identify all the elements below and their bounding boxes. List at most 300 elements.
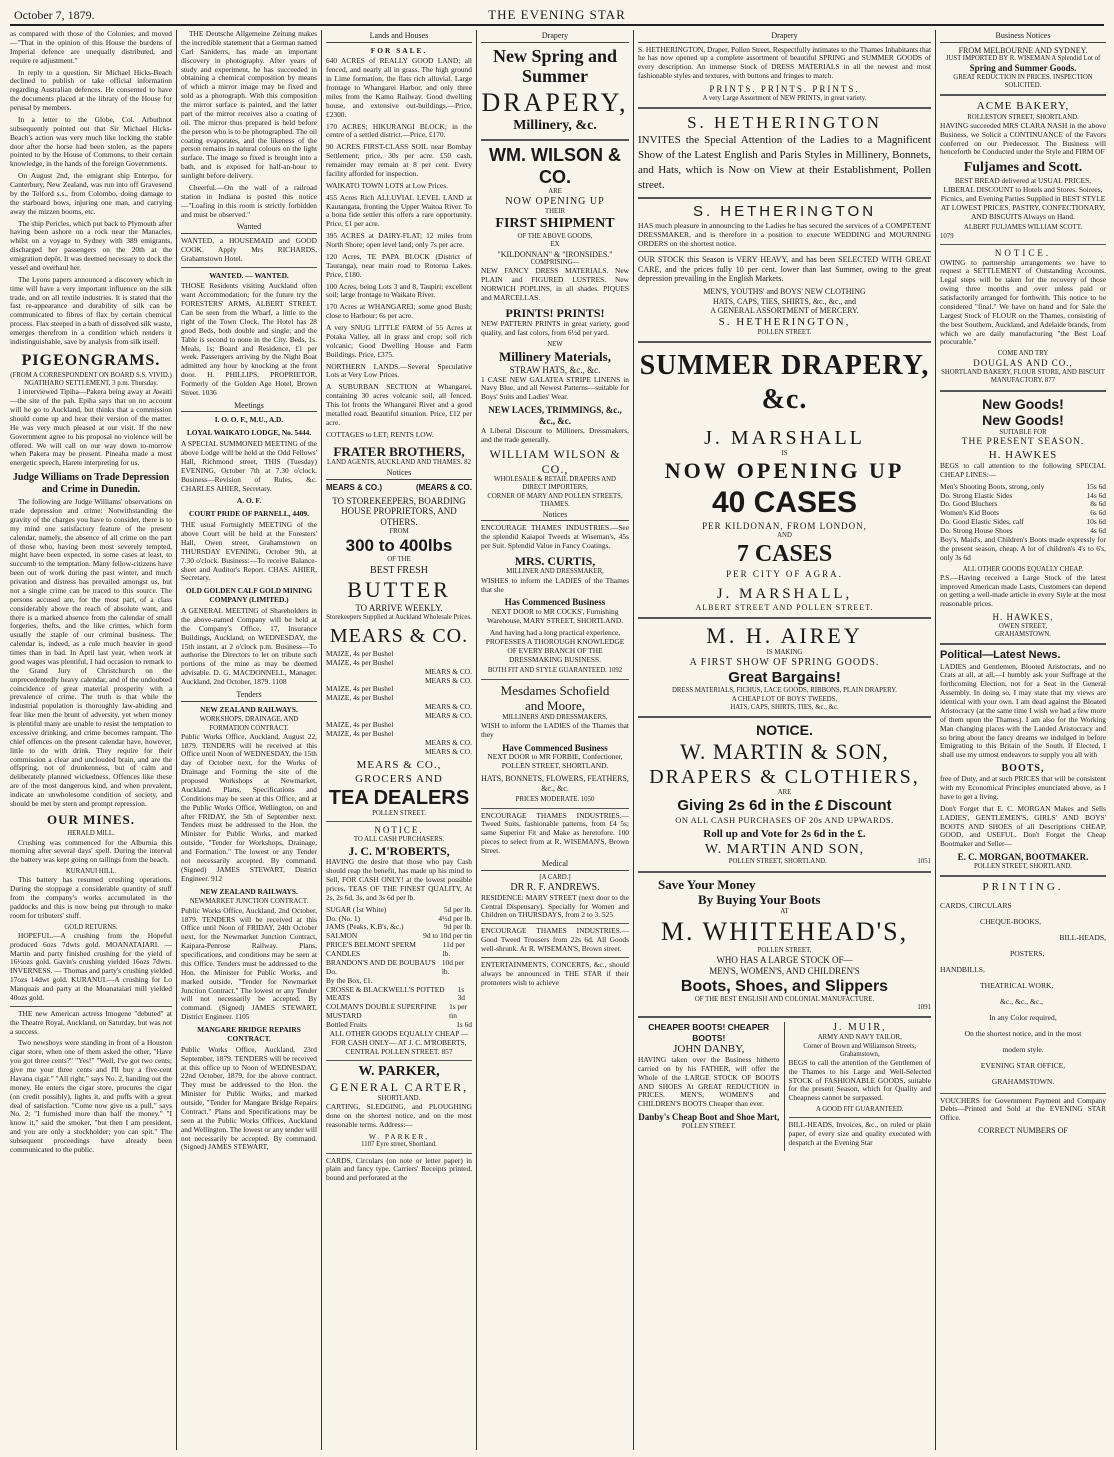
bargains-heading: Great Bargains!: [728, 669, 841, 687]
subheading: KURANUI HILL.: [65, 868, 117, 876]
hetherington-name: S. HETHERINGTON,: [718, 315, 851, 328]
advert-text: POLLEN STREET, SHORTLAND.: [973, 862, 1073, 870]
advert-heading: Millinery Materials,: [499, 349, 611, 365]
advert-text: EVENING STAR OFFICE,: [980, 1060, 1066, 1070]
mears-grocers: MEARS & CO., GROCERS AND: [355, 759, 443, 785]
section-header-meetings: Meetings: [181, 401, 317, 413]
advert-text: NOW OPENING UP: [505, 196, 605, 208]
column-2: [176, 30, 321, 1450]
article-paragraph: Two newsboys were standing in front of a Houston cigar store, when one of them asked the other, "Have you got three cents?" "Yes!" "Well, I've got two cents; give me your three cents and I'll buy a five-cent Havana cigar." "All right," says No. 2, handing out the money. He enters the cigar store, procures the cigar (on credit possibly), lights it, and puffs with a great deal of satisfaction. "Come now give us a pull," says No. 2; "I furnished more than half the money." "I know it," said the smoker, "but then I am president, and you are only a stockholder; you can spit." The subsequent proceedings have already been communicated to the public.: [10, 1038, 172, 1154]
notice-heading: NOTICE.: [994, 247, 1052, 258]
advert-text: POSTERS,: [1010, 949, 1045, 959]
advert-text: Roll up and Vote for 2s 6d in the £.: [703, 828, 866, 841]
price-item: JAMS (Peaks, K.B's, &c.): [326, 922, 404, 932]
subheading: HERALD MILL.: [67, 830, 115, 838]
divider: [481, 957, 629, 958]
advert-heading: FOR SALE.: [370, 45, 428, 55]
price-item: SUGAR (1st White): [326, 904, 387, 914]
advert-text: POLLEN STREET, SHORTLAND.: [728, 858, 827, 866]
land-lot-item: 170 ACRES; HIKURANGI BLOCK; in the centre of a settled district.—Price, £170.: [326, 121, 472, 140]
price-item: Do. Strong House Shoes: [940, 526, 1013, 536]
advert-subheading: WORKSHOPS, DRAINAGE, AND FORMATION CONTRACT.: [199, 716, 299, 732]
maize-line: MAIZE, 4s per Bushel: [326, 684, 394, 694]
advert-text: OF THE ABOVE GOODS,: [517, 233, 593, 241]
mears-heading: MEARS & CO.: [329, 624, 469, 647]
advert-text: CHEQUE-BOOKS,: [980, 917, 1041, 927]
section-header-notices: Notices: [326, 468, 472, 480]
advert-text: THEATRICAL WORK,: [980, 980, 1054, 990]
muir-advert: [785, 1022, 932, 1151]
price-value: 9d to 10d per tin: [423, 931, 472, 941]
advert-text: THEIR: [544, 208, 565, 216]
divider: [481, 679, 629, 680]
advert-text: BILL-HEADS,: [1059, 933, 1106, 943]
butter-heading: BUTTER: [347, 576, 451, 602]
advert-text: MILLINERS AND DRESSMAKERS,: [502, 713, 608, 721]
advert-text: HATS, BONNETS, FLOWERS, FEATHERS, &c., &c.: [481, 774, 629, 793]
advert-text: 1107 Eyre street, Shortland.: [361, 1141, 437, 1149]
advert-heading: NEW ZEALAND RAILWAYS.: [200, 704, 298, 714]
seven-cases-heading: 7 CASES: [736, 540, 833, 567]
advert-text: IS: [781, 450, 788, 458]
advert-text: ENCOURAGE THAMES INDUSTRIES.—Good Tweed Trousers from 22s 6d. All Goods well-shrunk. At R. WISEMAN'S, Brown street.: [481, 926, 629, 954]
article-paragraph: HOPEFUL.—A crushing from the Hopeful produced 6ozs 7dwts gold. MOANATAIARI. — Martin and party finished crushing for the yield of 16½ozs gold. Gavin's crushing yielded 16ozs 7dwts. INVERNESS. — Thomas and party's crushing yielded 17ozs 14dwt gold. KURANUI.—A crushing for Lo Manquais and party at the Moanataiari mill yielded 40ozs gold.: [10, 930, 172, 1002]
advert-text: BEST FRESH: [370, 564, 428, 576]
save-money-heading: Save Your Money: [658, 876, 756, 892]
maize-line: MEARS & CO.: [424, 666, 472, 676]
advert-text: CORNER OF MARY AND POLLEN STREETS, THAMES.: [487, 492, 623, 508]
marshall-heading: J. MARSHALL: [704, 427, 865, 450]
advert-heading: Have Commenced Business: [502, 742, 608, 753]
price-value: 8s 6d: [1090, 499, 1106, 509]
article-paragraph: Cheerful.—On the wall of a railroad station in Indiana is posted this notice—"Loafing in this room is strictly forbidden and must be observed.": [181, 182, 317, 219]
article-paragraph: I interviewed Tipiha—Pakera being away at Awaiti—the site of the pah. Epiha says that on no account will he go to Auckland, but thinks that a commission should come up and hear their version of the matter. He was very much pleased at our visit. If the new Government agree to his proposal no violence will be offered. We will call on our way down to-morrow when Pakera may be present. Pineaha made a most energetic speech, Harete interpreting for us.: [10, 387, 172, 468]
price-item: Do. (No. 1): [326, 913, 361, 923]
advert-text: WISHES to inform the LADIES of the Thames that she: [481, 575, 629, 594]
frater-brothers-sub: LAND AGENTS, AUCKLAND AND THAMES. 82: [327, 459, 471, 467]
new-goods-heading: New Goods!: [982, 395, 1064, 412]
advert-text: COME AND TRY: [997, 350, 1049, 358]
now-opening-heading: NOW OPENING UP: [664, 458, 905, 484]
maize-line: MAIZE, 4s per Bushel: [326, 693, 394, 703]
hetherington-heading: S. HETHERINGTON: [687, 113, 882, 133]
price-row: [326, 986, 472, 1004]
page-header: [0, 0, 1114, 30]
price-value: 5d per lb.: [443, 904, 472, 914]
price-value: 6s 6d: [1090, 508, 1106, 518]
advert-text: HATS, CAPS, SHIRTS, TIES, &c., &c.: [730, 703, 839, 711]
price-item: Do. Strong Elastic Sides: [940, 490, 1013, 500]
price-item: Men's Shooting Boots, strong, only: [940, 481, 1045, 491]
advert-text: DRESS MATERIALS, FICHUS, LACE GOODS, RIBBONS, PLAIN DRAPERY.: [672, 687, 897, 695]
divider: [940, 244, 1106, 245]
price-item: Do. Good Elastic Sides, calf: [940, 517, 1024, 527]
land-lot-item: 640 ACRES of REALLY GOOD LAND; all fenced, and nearly all in grass. The high ground in Lime formation, the flats rich alluvial. Large frontage to Whangarei Harbor, and only three miles from the Kamo Railway. Good dwelling house, and extensive out-buildings.—Price, £2300.: [326, 56, 472, 119]
advert-heading: NEW LACES, TRIMMINGS, &c., &c., &c.: [488, 405, 622, 426]
advert-text: SHORTLAND BAKERY, FLOUR STORE, AND BISCUIT MANUFACTORY. 877: [941, 369, 1105, 385]
price-list: [326, 906, 472, 1030]
maize-line: MEARS & CO.: [424, 702, 472, 712]
advert-number: 1079: [940, 232, 954, 240]
advert-text: ALBERT STREET AND POLLEN STREET.: [695, 603, 874, 613]
notice-heading: NOTICE.: [756, 721, 813, 738]
advert-text: GRAHAMSTOWN.: [995, 631, 1051, 639]
advert-text: Public Works Office, Auckland, 2nd October, 1879. TENDERS will be received at this Office until Noon of FRIDAY, 24th October next, for the Newmarket Junction Contract, Kaipara-Penrose Railway. Plans, specifications, and conditions may be seen at this Office. Tenders must be addressed to the Hon. the Minister for Public Works, and marked outside, "Tender for Newmarket Junction Contract." The lowest or any Tender will not necessarily be accepted. By command. (Signed) JAMES STEWART, District Engineer. 1105: [181, 905, 317, 1022]
maize-line: MAIZE, 4s per Bushel: [326, 648, 394, 658]
advert-text: GREAT REDUCTION IN PRICES. INSPECTION SOLICITED.: [953, 74, 1093, 90]
article-paragraph: The ship Pericles, which put back to Plymouth after having been ashore on a rock near the Manacles, whilst on a voyage to Sydney with 389 emigrants, discharged her passengers on the 20th at the emigration depôt. It was deemed necessary to dock the vessel and overhaul her.: [10, 218, 172, 272]
advert-text: SHORTLAND.: [377, 1094, 421, 1102]
advert-heading: WANTED. — WANTED.: [209, 270, 289, 280]
article-paragraph: In a letter to the Globe, Col. Arbuthnot subsequently pointed out that Sir Michael Hicks-Beach's action was very much like locking the stable door after the horse had been stolen, as the papers pointed to by the House of Commons, to their certain knowledge, in the hands of the foreign Governments.: [10, 114, 172, 169]
divider: [638, 107, 931, 109]
advert-subheading: NEWMARKET JUNCTION CONTRACT.: [189, 898, 309, 906]
advert-text: MILLINER AND DRESSMAKER,: [506, 568, 604, 576]
advert-text: Public Works Office, Auckland, August 22, 1879. TENDERS will be received at this Office until Noon of WEDNESDAY, the 15th day of October next, for the Works of Drainage and Forming the site of the proposed Workshops at Newmarket, Auckland. Plans, Specifications and Conditions may be seen at this Office, and at the Public Works Office, Wellington, on and after FRIDAY, the 5th of September next. Tenders must be addressed to the Hon. the Minister for Public Works, and marked outside, "Tender for Workshops, Drainage, and Formation." The lowest or any Tender not necessarily accepted. By command. (Signed) JAMES STEWART, District Engineer. 912: [181, 731, 317, 883]
section-header-drapery: Drapery: [481, 31, 629, 43]
column-3: [321, 30, 476, 1450]
maize-list: [326, 650, 472, 757]
advert-heading: FROM MELBOURNE AND SYDNEY.: [958, 45, 1088, 55]
wilson-heading: WM. WILSON & CO.: [489, 144, 621, 187]
divider: [789, 1117, 932, 1118]
advert-heading: Spring and Summer Goods.: [969, 63, 1077, 74]
schofield-name: and Moore,: [525, 698, 585, 714]
price-row: [326, 1003, 472, 1021]
advert-heading: NEW ZEALAND RAILWAYS.: [200, 886, 298, 896]
douglas-name: DOUGLAS AND CO.,: [973, 358, 1073, 369]
section-header-business: Business Notices: [940, 31, 1106, 43]
section-header-wanted: Wanted: [181, 222, 317, 234]
land-lot-item: A very SNUG LITTLE FARM of 55 Acres at Potaka Valley, all in grass and crop; soil rich volcanic; Good Dwelling House and Farm Buildings. Price, £375.: [326, 323, 472, 359]
divider: [481, 923, 629, 924]
divider: [481, 808, 629, 809]
advert-text: WANTED, a HOUSEMAID and GOOD COOK. Apply Mrs RICHARDS, Grahamstown Hotel.: [181, 235, 317, 263]
advert-text: ON ALL CASH PURCHASES OF 20s AND UPWARDS.: [675, 815, 894, 826]
price-item: COLMAN'S DOUBLE SUPERFINE MUSTARD: [326, 1002, 437, 1021]
advert-heading: LOYAL WAIKATO LODGE, No. 5444.: [186, 428, 312, 438]
advert-text: OUR STOCK this Season is VERY HEAVY, and has been SELECTED WITH GREAT CARE, and the prices fully 10 per cent. lower than last Summer, owing to the great depression prevailing in the English Markets.: [638, 255, 931, 284]
whitehead-heading: M. WHITEHEAD'S,: [660, 916, 909, 946]
acme-heading: ACME BAKERY,: [976, 100, 1070, 113]
divider: [326, 1060, 472, 1061]
advert-text: VOUCHERS for Government Payment and Company Debts—Printed and Sold at the EVENING STAR Office.: [940, 1095, 1106, 1123]
advert-text: NEW FANCY DRESS MATERIALS. New PLAIN and FIGURED LUSTRES. New NORWICH POPLINS, in all shades. PIQUES and MARCELLAS.: [481, 266, 629, 302]
advert-text: A SPECIAL SUMMONED MEETING of the above Lodge will be held at the Odd Fellows' Hall, Richmond street, THIS (Tuesday) EVENING, October 7th at 7.30 o'clock. Business—Revision of Rules, &c. CHARLES AHIER, Secretary.: [181, 439, 317, 493]
mroberts-name: J. C. M'ROBERTS,: [348, 843, 450, 858]
header-rule: [10, 24, 1104, 26]
advert-text: &c., &c., &c.,: [1000, 996, 1044, 1006]
advert-text: P.S.—Having received a Large Stock of the latest improved American made Lasts, Customers can depend on getting a well-made article in every Style at the most reasonable prices.: [940, 572, 1106, 609]
maize-line: MEARS & CO.: [424, 737, 472, 747]
pigeongrams-dateline: NGATIHARO SETTLEMENT, 3 p.m. Thursday.: [24, 380, 158, 388]
article-paragraph: as compared with those of the Colonies, and moved—"That in the opinion of this House the burdens of Imperial defence are unequally distributed, and require re adjustment.": [10, 30, 172, 65]
divider: [326, 821, 472, 822]
judge-williams-heading: Judge Williams on Trade Depression and Crime in Dunedin.: [12, 472, 170, 496]
parker-name: W. PARKER,: [358, 1063, 440, 1079]
advert-text: POLLEN STREET,: [757, 947, 812, 955]
advert-text: On the shortest notice, and in the most: [964, 1028, 1082, 1038]
advert-number: 1051: [917, 858, 931, 866]
advert-text: Storekeepers Supplied at Auckland Wholesale Prices.: [326, 613, 472, 621]
advert-text: EX: [550, 241, 560, 249]
advert-text: BEGS to call attention to the following SPECIAL CHEAP LINES:—: [940, 460, 1106, 479]
first-shipment-heading: FIRST SHIPMENT: [495, 216, 615, 232]
advert-text: And having had a long practical experience, PROFESSES A THOROUGH KNOWLEDGE OF EVERY BRANCH OF THE DRESSMAKING BUSINESS.: [485, 627, 625, 664]
advert-text: COMPRISING—: [530, 259, 580, 267]
advert-text: BEST BREAD delivered at USUAL PRICES. LIBERAL DISCOUNT to Hotels and Stores. Soirees, Picnics, and Evening Parties Supplied in BEST STYLE AT LOWEST PRICES. PASTRY, CONFECTIONARY, AND BISCUITS Always on Hand.: [940, 176, 1106, 221]
advert-text: PER KILDONAN, FROM LONDON,: [702, 520, 867, 531]
frater-brothers-name: FRATER BROTHERS,: [333, 443, 465, 459]
advert-text: BILL-HEADS, Invoices, &c., on ruled or plain paper, of every size and quality executed with despatch at the Evening Star: [788, 1120, 931, 1148]
forty-cases-heading: 40 CASES: [711, 485, 858, 519]
divider: [181, 267, 317, 268]
parker-trade: GENERAL CARTER,: [329, 1080, 469, 1095]
advert-text: CARDS, Circulars (on note or letter paper) in plain and fancy type. Carriers' Receipts printed, bound and perforated at the: [326, 1155, 472, 1183]
advert-text: A FIRST SHOW OF SPRING GOODS.: [689, 657, 880, 669]
marshall-name: J. MARSHALL,: [716, 586, 853, 603]
maize-line: MAIZE, 4s per Bushel: [326, 657, 394, 667]
divider: [638, 197, 931, 199]
advert-text: POLLEN STREET.: [372, 809, 426, 817]
price-item: CROSSE & BLACKWELL'S POTTED MEATS: [326, 984, 445, 1003]
advert-heading: Millinery, &c.: [513, 118, 597, 134]
advert-text: S. HETHERINGTON, Draper, Pollen Street, Respectfully intimates to the Thames Inhabitants that he has now opened up a complete assortment of beautiful SPRING and SUMMER GOODS of every description. An immense Stock of DRESS MATERIALS in all the newest and most fashionable styles and textures, with buttons and fringes to match.: [638, 44, 931, 81]
article-paragraph: Crushing was commenced for the Alburnia this morning after several days' spell. During the interval the battery was kept going on tailings from the beach.: [10, 837, 172, 865]
price-item: By the Box, £1.: [326, 975, 373, 985]
advert-text: ARE: [777, 789, 792, 797]
advert-text: Public Works Office, Auckland, 23rd September, 1879. TENDERS will be received at this office up to Noon of WEDNESDAY, 22nd October, 1879, for the above contract. They must be addressed to the Hon. the Minister for Public Works, and marked outside, "Tender for Mangare Bridge Repairs Contract." Plans and Specifications may be seen at the Public Works Offices, Auckland and Wellington. The lowest or any tender will not necessarily be accepted. By command. (Signed) JAMES STEWART,: [181, 1044, 317, 1152]
danby-advert: [638, 1022, 785, 1151]
notice-heading: NOTICE.: [374, 825, 424, 835]
advert-text: Boy's, Maid's, and Children's Boots made expressly for the present season, cheap. A lot of children's 4's to 6's, only 3s 6d: [940, 534, 1106, 562]
subheading: GOLD RETURNS.: [64, 923, 118, 931]
section-header-drapery: Drapery: [638, 31, 931, 43]
advert-text: A Liberal Discount to Milliners, Dressmakers, and the trade generally.: [481, 425, 629, 444]
divider: [940, 94, 1106, 96]
divider: [10, 1006, 172, 1007]
fuljames-heading: Fuljames and Scott.: [963, 160, 1083, 176]
advert-text: AND: [777, 531, 792, 539]
advert-heading: New Spring and: [492, 45, 618, 66]
price-value: 9d per lb.: [443, 922, 472, 932]
newspaper-title: THE EVENING STAR: [488, 7, 626, 22]
maize-line: MEARS & CO.: [424, 746, 472, 756]
advert-heading: MANGARE BRIDGE REPAIRS CONTRACT.: [197, 1025, 301, 1043]
advert-text: ARE: [548, 188, 562, 196]
article-paragraph: THE new American actress Imogene "debuted" at the Theatre Royal, Auckland, on Saturday, but was not a success.: [10, 1008, 172, 1036]
advert-text: ALBERT FULJAMES WILLIAM SCOTT.: [963, 224, 1083, 232]
divider: [638, 341, 931, 343]
price-item: SALMON: [326, 931, 358, 941]
martin-heading: W. MARTIN & SON,: [680, 738, 889, 764]
advert-text: OWING to partnership arrangements we have to request a SETTLEMENT of Outstanding Accounts. Legal steps will be taken for the recovery of those owing three months and over unless paid or satisfactorily arranged for forthwith. This notice to be considered "final." We have on hand and for Sale the Largest Stock of FLOUR on the Thames, consisting of the best Southern, Auckland, and Adelaide brands, from which we are daily manufacturing "the Best Loaf procurable.": [940, 257, 1106, 347]
advert-heading: OLD GOLDEN CALF GOLD MINING COMPANY (LIMITED.): [185, 586, 313, 605]
mears-banner-left: MEARS & CO.): [326, 482, 382, 492]
advert-text: HANDBILLS,: [940, 965, 985, 975]
price-value: 1s per tin: [449, 1002, 467, 1021]
land-lot-item: NORTHERN LANDS.—Several Speculative Lots at Very Low Prices.: [326, 361, 472, 380]
printing-heading: PRINTING.: [982, 881, 1064, 894]
advert-text: 1 CASE NEW GALATEA STRIPE LINENS in Navy Blue, and all Newest Patterns—suitable for Boys' Suits and Ladies' Wear.: [481, 374, 629, 402]
martin-address-row: [638, 858, 931, 866]
advert-text: SUITABLE FOR: [999, 429, 1047, 437]
column-6: [935, 30, 1110, 1450]
advert-heading: TO STOREKEEPERS, BOARDING HOUSE PROPRIETORS, AND OTHERS.: [332, 495, 466, 528]
advert-text: HAVING the desire that those who pay Cash should reap the benefit, has made up his mind to Sell, FOR CASH ONLY! at the lowest possible prices, TEAS OF THE FINEST QUALITY, At 2s, 2s 6d, 3s, and 3s 6d per lb.: [326, 857, 472, 902]
price-row: [326, 959, 472, 977]
price-value: 11d per lb.: [442, 940, 465, 959]
advert-text: ROLLESTON STREET, SHORTLAND.: [967, 113, 1079, 121]
land-lot-item: 170 Acres at WHANGAREI; some good Bush; close to Harbour; 6s per acre.: [326, 302, 472, 321]
pigeongrams-heading: PIGEONGRAMS.: [21, 351, 161, 369]
maize-line: MEARS & CO.: [424, 675, 472, 685]
maize-line: MEARS & CO.: [424, 711, 472, 721]
advert-text: ENCOURAGE THAMES INDUSTRIES.—Tweed Suits, fashionable patterns, from £4 5s; same Superior Fit and Make as heretofore. 100 pieces to select from at R. WISEMAN'S, Brown Street.: [481, 810, 629, 856]
advert-text: ALL OTHER GOODS EQUALLY CHEAP —FOR CASH ONLY— AT J. C. M'ROBERTS, CENTRAL POLLEN STREET. 857: [329, 1028, 469, 1056]
advert-text: TO ALL CASH PURCHASERS.: [353, 835, 445, 843]
price-item: Bottled Fruits: [326, 1020, 367, 1030]
advert-text: CORRECT NUMBERS OF: [978, 1126, 1068, 1136]
advert-text: THE PRESENT SEASON.: [961, 437, 1085, 448]
pigeongrams-source: (FROM A CORRESPONDENT ON BOARD S.S. VIVID.): [10, 371, 172, 379]
price-value: 15s 6d: [1086, 481, 1106, 491]
advert-text: PRICES MODERATE. 1050: [515, 796, 595, 804]
price-value: 1s 6d: [456, 1020, 472, 1030]
article-paragraph: On August 2nd, the emigrant ship Enterpo, for Canterbury, New Zealand, was run into off Gravesend by the Telford s.s., from Colombo, doing damage to the starboard bows, injuring one man, and carrying away the mizzen booms, etc.: [10, 171, 172, 216]
advert-text: JUST IMPORTED BY R. WISEMAN A Splendid Lot of: [945, 55, 1101, 63]
hetherington-heading: S. HETHERINGTON: [692, 202, 877, 220]
advert-text: WHO HAS A LARGE STOCK OF—: [716, 955, 853, 966]
andrews-name: DR R. F. ANDREWS.: [510, 881, 600, 893]
morgan-name: E. C. MORGAN, BOOTMAKER.: [957, 852, 1089, 863]
land-lot-item: COTTAGES to LET; RENTS LOW.: [326, 429, 434, 439]
advert-text: INVITES the Special Attention of the Ladies to a Magnificent Show of the Latest English and Paris Styles in Millinery, Bonnets, and Hats, which is Now on View at their Establishment, Pollen street.: [638, 134, 931, 191]
drapery-heading: DRAPERY,: [481, 87, 629, 117]
boots-heading: BOOTS,: [1001, 763, 1045, 775]
issue-date: October 7, 1879.: [14, 8, 95, 22]
advert-text: ARMY AND NAVY TAILOR,: [817, 1034, 902, 1042]
advert-text: free of Duty, and at such PRICES that will be consistent with my Economical Principles enunciated above, as I have to get a living.: [940, 774, 1106, 801]
advert-text: TO ARRIVE WEEKLY.: [355, 603, 443, 614]
land-lots-list: [326, 57, 472, 439]
advert-text: ENTERTAINMENTS, CONCERTS, &c., should always be announced in THE STAR if their promoters wish to achieve: [481, 959, 629, 987]
advert-text: CARTING, SLEDGING, and PLOUGHING done on the shortest notice, and on the most reasonable terms. Address:—: [326, 1101, 472, 1129]
airey-heading: M. H. AIREY: [706, 622, 863, 648]
divider: [940, 643, 1106, 645]
maize-line: MAIZE, 4s per Bushel: [326, 728, 394, 738]
price-item: Women's Kid Boots: [940, 508, 1000, 518]
divider: [326, 1153, 472, 1154]
advert-text: Corner of Brown and Williamson Streets, Grahamstown,: [803, 1042, 917, 1058]
advert-text: OF THE BEST ENGLISH AND COLONIAL MANUFACTURE.: [694, 996, 875, 1004]
advert-text: OWEN STREET,: [998, 623, 1048, 630]
advert-text: NEXT DOOR to MR COCKS', Furnishing Warehouse, MARY STREET, SHORTLAND.: [486, 607, 624, 626]
price-item: BRANDON'S AND DE BOUBAU'S Do.: [326, 957, 436, 976]
section-header-notices: Notices: [481, 510, 629, 522]
advert-text: A GENERAL MEETING of Shareholders in the above-named Company will be held at the Company's Office, 17, Insurance Buildings, Auckland, on WEDNESDAY, the 15th instant, at 2 o'clock p.m. Business—To authorise the Directors to let on tribute such portions of the mine as may be deemed advisable. D. G. MACDONNELL, Manager. Auckland, 2nd October, 1879. 1108: [181, 606, 317, 687]
advert-heading: I. O. O. F., M.U., A.D.: [214, 415, 284, 425]
advert-text: OF THE: [387, 556, 411, 564]
price-item: Do. Good Bluchers: [940, 499, 998, 509]
divider: [638, 251, 931, 252]
advert-text: A very Large Assortment of NEW PRINTS, in great variety.: [702, 94, 867, 102]
advert-heading: CHEAPER BOOTS! CHEAPER BOOTS!: [648, 1022, 770, 1043]
drapers-heading: DRAPERS & CLOTHIERS,: [649, 766, 920, 789]
boots-heading: Boots, Shoes, and Slippers: [680, 977, 889, 995]
advert-text: A CHEAP LOT OF BOYS' TWEEDS,: [731, 695, 838, 703]
wilson-name: WILLIAM WILSON & CO.,: [489, 447, 621, 476]
advert-text: PER CITY OF AGRA.: [726, 568, 843, 579]
article-paragraph: The following are Judge Williams' observations on trade depression and crime: Notwithstanding the gravity of the charges you have to consider, there is to my mind one satisfactory feature of the present calendar, namely, the absence of all crime on the part of those who, having been most severely tempted, might have been expected, in some cases at least, to succumb to the temptation. Many fellow-citizens have been out of work during the past winter, and much privation and distress has prevailed amongst us, but not a single crime can be traced to this source. The persons accused are, for the most part, of a class considerably above the reach of absolute want, and there is a marked absence from the calendar of small forgeries, thefts, and the like crimes, which form usually the staple of our criminal business. The calendar is, indeed, as a rule much heavier in good times than in bad. In April last year, when work at good wages was plentiful, I had occasion to remark to the Grand Jury of Christchurch on the unprecedentedly heavy calendar, and of the undoubted coincidence of great material prosperity with a prevalence of crime. The truth is that while the industrial population is thoroughly law-abiding and fear like men the brunt of adversity, yet when money is plentiful many are unable to resist the temptation to excessive drinking, and crime becomes rampant. The chief offences on the present calendar have, however, little to do with drink. They require for their commission a clear and unclouded brain, and are the offspring, not of drunkenness, but of calm and deliberately planned wickedness. Offences like these are of the most dangerous kind, and when prevalent, indicate an unwholesome condition of society, and should be met by stern and prompt repression.: [10, 497, 172, 808]
advert-text: ENCOURAGE THAMES INDUSTRIES.—See the splendid Kaiapoi Tweeds at Wiseman's, 45s per Suit. Splendid Value in Fancy Coatings.: [481, 523, 629, 551]
advert-text: A GOOD FIT GUARANTEED.: [816, 1106, 904, 1114]
advert-text: LADIES and Gentlemen, Blooted Aristocrats, and no Crats at all, at all,—I humbly ask your Suffrage at the forthcoming Election, not for a Seat in the General Assembly. In doing so, I may state that my views are identical with your own. I am dead against the Bloated Aristocracy (at the same time I wish we had a few more of them upon the Thames). I am also for the Working Man changing places with the Landed Aristocracy and so bring about the fancy dreams we indulged in before Emigrating to this Britain of the South. If Elected, I shall use my utmost endeavors to supply you all with: [940, 661, 1106, 760]
land-lot-item: 100 Acres, being Lots 3 and 8, Taupiri; excellent soil; large frontage to Waikato River.: [326, 281, 472, 300]
divider: [638, 716, 931, 718]
price-value: 14s 6d: [1086, 490, 1106, 500]
advert-text: THE usual Fortnightly MEETING of the above Court will be held at the Foresters' Hall, Owen street, Grahamstown on THURSDAY EVENING, October 9th, at 7.30 o'clock. Business:—To receive Balance-sheet and Auditor's Report. CHAS. AHIER, Secretary.: [181, 520, 317, 583]
advert-text: HAS much pleasure in announcing to the Ladies he has secured the services of a COMPETENT DRESSMAKER, and is therefore in a position to execute WEDDING and MOURNING ORDERS on the shortest notice.: [638, 220, 931, 249]
advert-text: NEW PATTERN PRINTS in great variety, good quality, and fast colors, from 6½d per yard.: [481, 319, 629, 338]
muir-name: J. MUIR,: [832, 1022, 887, 1034]
advert-text: THOSE Residents visiting Auckland often want Accommodation; for the future try the FORESTERS' ARMS, ALBERT STREET. Can be seen from the Wharf, a little to the right of the Town Clock. The Hotel has 28 good Beds, both double and single; and the Table is second to none in the City. Beds, 1s. Meals, 1s; Board and Residence, £1 per week. Passengers arriving by the Night Boat admitted any hour by knocking at the front door. H. PHILLIPS, PROPRIETOR, Formerly of the Golden Age Hotel, Brown Street. 1036: [181, 281, 317, 397]
advert-text: RESIDENCE: MARY STREET (next door to the Central Dispensary). Specially for Women and Children on THURSDAYS, from 2 to 3. 525: [481, 892, 629, 920]
divider: [638, 871, 931, 873]
advert-text: [A CARD.]: [539, 873, 571, 881]
price-value: 1s 3d: [457, 984, 465, 1003]
divider: [638, 1016, 931, 1018]
advert-text: MEN'S, WOMEN'S, AND CHILDREN'S: [709, 966, 860, 977]
advert-heading: Danby's Cheap Boot and Shoe Mart,: [638, 1112, 780, 1123]
hawkes-name: H. HAWKES,: [992, 612, 1054, 623]
land-lot-item: 90 ACRES FIRST-CLASS SOIL near Bombay Settlement; price, 30s per acre. £50 cash, remainder may remain at 8 per cent. Every facility afforded for inspection.: [326, 142, 472, 178]
schofield-name: Mesdames Schofield: [500, 682, 610, 698]
article-paragraph: THE Deutsche Allgemeine Zeitung makes the incredible statement that a German named Carl Saniderrs, has made an important discovery in photography. After years of study and experiment, he has succeeded in obtaining a chemical composition by means of which a mirror image may be fixed and sold as a photograph. With this composition the mirror surface is painted, and the latter part of the mirror receives also a coating of oil. The mirror thus prepared is held before the person who is to be photographed. The oil coating evaporates, and the likeness of the person remains in natural colours on the light surface. The image so fixed is brought into a bath, and is exposed for half-an-hour to sunlight before delivery.: [181, 30, 317, 180]
discount-heading: Giving 2s 6d in the £ Discount: [677, 797, 892, 815]
advert-heading: COURT PRIDE OF PARNELL, 4409.: [189, 509, 309, 519]
advert-text: HAVING succeeded MRS CLARA NASH in the above Business, we Solicit a CONTINUANCE of the Favors conferred on our Predecessor. The Business will henceforth be Conducted under the Style and FIRM OF: [940, 120, 1106, 157]
advert-text: Don't Forget that E. C. MORGAN Makes and Sells LADIES', GENTLEMEN'S, GIRLS' AND BOYS' BOOTS AND SHOES of all Descriptions CHEAP, GOOD, and USEFUL. Don't Forget the Cheap Bootmaker and Seller—: [940, 803, 1106, 849]
advert-text: modern style.: [1002, 1044, 1044, 1054]
divider: [481, 139, 629, 141]
tea-dealers-heading: TEA DEALERS: [328, 786, 470, 809]
price-value: 4½d per lb.: [438, 913, 472, 923]
section-header-lands: Lands and Houses: [326, 31, 472, 43]
advert-text: PRINTS. PRINTS. PRINTS.: [709, 84, 860, 95]
advert-text: "KILDONNAN" & "IRONSIDES.": [497, 249, 613, 259]
price-item: PRICE'S BELMONT SPERM CANDLES: [326, 940, 416, 959]
bottom-adverts-row: [638, 1022, 931, 1151]
column-1: [6, 30, 176, 1450]
buying-boots-heading: By Buying Your Boots: [698, 892, 821, 908]
advert-heading: Has Commenced Business: [504, 597, 606, 608]
article-paragraph: The Lyons papers announced a discovery which in time will have a very important influence on the silk trade, and on all textile industries. It is stated that the fast re-appearance and durability of silk can be communicated to fibres of flax by certain chemical process. Flax steeped in a bath of dissolved silk waste, emerges therefrom in a condition which renders it indistinguishable, save by analysis from silk itself.: [10, 274, 172, 346]
advert-text: HATS, CAPS, TIES, SHIRTS, &c., &c., and: [713, 296, 856, 306]
advert-text: BOTH FIT AND STYLE GUARANTEED. 1092: [487, 667, 623, 675]
advert-heading: A. O. F.: [236, 496, 262, 506]
mears-banner: [326, 483, 472, 493]
advert-text: In any Color required,: [989, 1012, 1057, 1022]
advert-heading: Summer: [522, 66, 588, 87]
divider: [940, 1093, 1106, 1094]
advert-text: STRAW HATS, &c., &c.: [509, 364, 601, 375]
price-value: 10s 6d: [1086, 517, 1106, 527]
prints-heading: PRINTS! PRINTS!: [505, 305, 605, 320]
advert-text: FROM: [389, 527, 409, 535]
column-4: [476, 30, 633, 1450]
price-value: 10d per lb.: [441, 957, 465, 976]
